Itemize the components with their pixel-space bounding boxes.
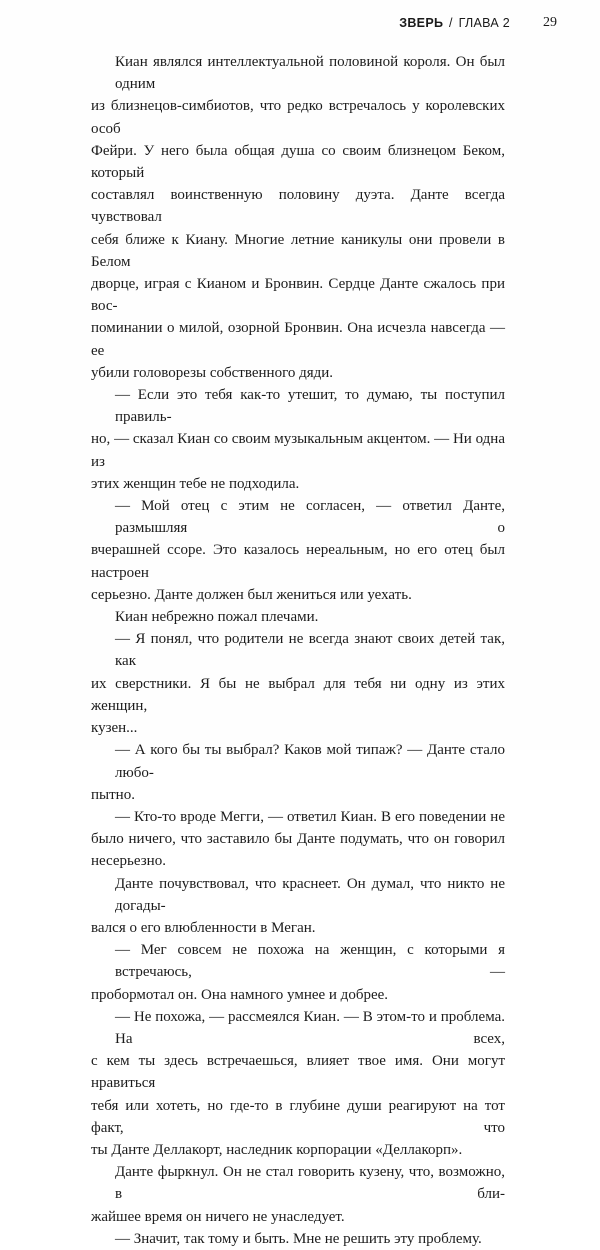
text-line: их сверстники. Я бы не выбрал для тебя ни одну из этих женщин,: [91, 675, 505, 714]
text-line: Данте почувствовал, что краснеет. Он думал, что никто не догады-: [115, 875, 505, 914]
paragraph: [91, 384, 505, 495]
text-line: несерьезно.: [91, 853, 166, 870]
text-line: — Мой отец с этим не согласен, — ответил Данте, размышляя о: [115, 498, 505, 537]
paragraph: [91, 739, 505, 806]
text-line: себя ближе к Киану. Многие летние каникулы они провели в Белом: [91, 231, 505, 270]
text-line: — Значит, так тому и быть. Мне не решить эту проблему.: [115, 1230, 482, 1247]
paragraph: [91, 606, 505, 628]
text-line: Киан являлся интеллектуальной половиной короля. Он был одним: [115, 54, 505, 93]
page-number: 29: [543, 15, 557, 30]
paragraph: [91, 628, 505, 739]
text-line: — Мег совсем не похожа на женщин, с которыми я встречаюсь, —: [115, 942, 505, 981]
paragraph: [91, 1228, 505, 1250]
running-head: [399, 16, 510, 30]
text-line: — А кого бы ты выбрал? Каков мой типаж? — Данте стало любо-: [115, 742, 505, 781]
chapter-label: ГЛАВА 2: [458, 16, 510, 30]
text-line: пробормотал он. Она намного умнее и добрее.: [91, 986, 389, 1003]
text-line: Киан небрежно пожал плечами.: [115, 609, 319, 626]
paragraph: [91, 1161, 505, 1228]
text-line: Фейри. У него была общая душа со своим близнецом Беком, который: [91, 142, 505, 182]
text-line: составлял воинственную половину дуэта. Данте всегда чувствовал: [91, 187, 505, 226]
text-line: из близнецов-симбиотов, что редко встречалось у королевских особ: [91, 98, 505, 137]
text-line: дворце, играя с Кианом и Бронвин. Сердце Данте сжалось при вос-: [91, 276, 505, 315]
text-line: было ничего, что заставило бы Данте подумать, что он говорил: [91, 831, 505, 848]
text-line: убили головорезы собственного дяди.: [91, 364, 334, 381]
text-line: вчерашней ссоре. Это казалось нереальным, но его отец был настроен: [91, 542, 505, 581]
paragraph: [91, 873, 505, 940]
body-text: [91, 51, 505, 1250]
text-line: ты Данте Деллакорт, наследник корпорации «Деллакорп».: [91, 1141, 463, 1158]
text-line: поминании о милой, озорной Бронвин. Она исчезла навсегда — ее: [91, 320, 505, 359]
text-line: — Не похожа, — рассмеялся Киан. — В этом-то и проблема. На всех,: [115, 1008, 505, 1047]
paragraph: [91, 1006, 505, 1161]
text-line: с кем ты здесь встречаешься, влияет твое имя. Они могут нравиться: [91, 1053, 505, 1092]
text-line: жайшее время он ничего не унаследует.: [91, 1208, 345, 1225]
paragraph: [91, 806, 505, 873]
text-line: этих женщин тебе не подходила.: [91, 475, 300, 492]
text-line: серьезно. Данте должен был жениться или уехать.: [91, 586, 412, 603]
text-line: вался о его влюбленности в Меган.: [91, 919, 316, 936]
text-line: но, — сказал Киан со своим музыкальным акцентом. — Ни одна из: [91, 431, 505, 470]
paragraph: [91, 939, 505, 1006]
text-line: Данте фыркнул. Он не стал говорить кузену, что, возможно, в бли-: [115, 1164, 505, 1203]
text-line: кузен...: [91, 720, 138, 737]
text-line: — Кто-то вроде Мегги, — ответил Киан. В его поведении не: [115, 808, 505, 825]
text-line: пытно.: [91, 786, 135, 803]
text-line: — Я понял, что родители не всегда знают своих детей так, как: [115, 631, 505, 670]
book-title: ЗВЕРЬ: [399, 16, 444, 30]
text-line: — Если это тебя как-то утешит, то думаю, ты поступил правиль-: [115, 387, 505, 426]
text-line: тебя или хотеть, но где-то в глубине души реагируют на тот факт, что: [91, 1097, 505, 1136]
header-separator: /: [449, 16, 453, 30]
paragraph: [91, 495, 505, 606]
paragraph: [91, 51, 505, 384]
